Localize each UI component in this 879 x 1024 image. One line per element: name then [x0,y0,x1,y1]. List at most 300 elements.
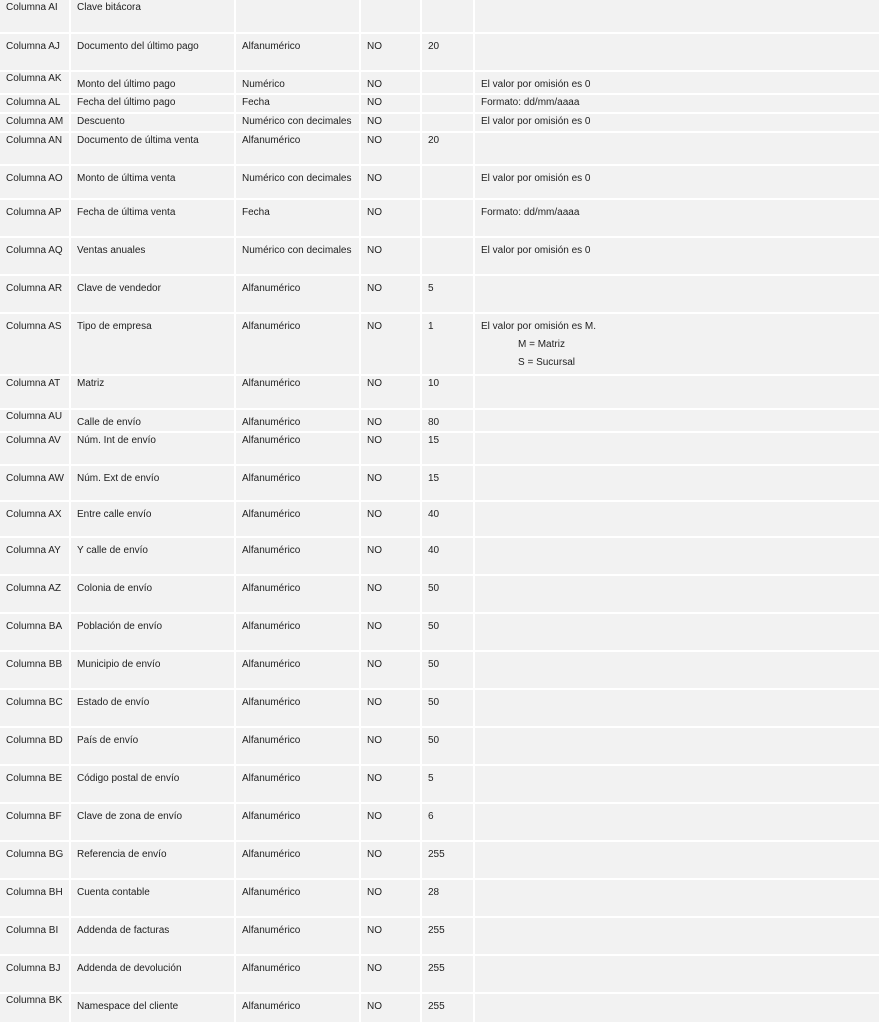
column-id-text: Columna BI [6,925,59,936]
column-id-text: Columna AM [6,116,64,127]
field-name-cell [71,652,236,690]
field-name-text: Colonia de envío [77,583,153,594]
required-cell [361,728,422,766]
notes-cell [475,72,879,95]
length-cell [422,652,475,690]
field-name-text: Fecha de última venta [77,207,176,218]
length-cell [422,502,475,538]
note-line: El valor por omisión es 0 [481,79,591,90]
data-type-cell [236,502,361,538]
required-text: NO [367,545,382,556]
required-cell [361,166,422,200]
required-text: NO [367,116,382,127]
length-cell [422,200,475,238]
required-text: NO [367,735,382,746]
column-id-text: Columna AK [6,73,62,84]
column-id-cell [0,433,71,466]
field-name-text: Matriz [77,378,105,389]
table-row [0,766,879,804]
required-cell [361,956,422,994]
data-type-text: Fecha [242,97,270,108]
data-type-cell [236,842,361,880]
notes-cell [475,502,879,538]
length-text: 255 [428,849,445,860]
required-cell [361,238,422,276]
table-row [0,376,879,410]
required-text: NO [367,79,382,90]
column-id-text: Columna BH [6,887,63,898]
field-name-text: Núm. Ext de envío [77,473,160,484]
notes-cell [475,538,879,576]
required-text: NO [367,887,382,898]
data-type-text: Alfanumérico [242,963,301,974]
column-id-cell [0,538,71,576]
field-name-text: País de envío [77,735,139,746]
length-text: 40 [428,545,440,556]
notes-cell [475,410,879,433]
length-cell [422,376,475,410]
length-text: 20 [428,135,440,146]
column-id-text: Columna BB [6,659,63,670]
data-type-text: Alfanumérico [242,621,301,632]
table-row [0,728,879,766]
data-type-text: Alfanumérico [242,378,301,389]
required-cell [361,95,422,114]
required-cell [361,410,422,433]
data-type-cell [236,994,361,1024]
table-row [0,34,879,72]
table-row [0,994,879,1024]
table-row [0,114,879,133]
required-cell [361,314,422,376]
required-text: NO [367,925,382,936]
field-name-cell [71,133,236,166]
data-type-cell [236,804,361,842]
data-type-text: Alfanumérico [242,583,301,594]
notes-cell [475,956,879,994]
column-id-cell [0,72,71,95]
field-name-text: Documento de última venta [77,135,199,146]
table-row [0,466,879,502]
notes-cell [475,166,879,200]
length-text: 50 [428,659,440,670]
field-name-text: Clave bitácora [77,2,141,13]
column-id-text: Columna BK [6,995,63,1006]
table-row [0,690,879,728]
length-cell [422,918,475,956]
required-text: NO [367,207,382,218]
notes-cell [475,880,879,918]
length-text: 6 [428,811,434,822]
required-cell [361,576,422,614]
note-line: Formato: dd/mm/aaaa [481,207,580,218]
required-text: NO [367,173,382,184]
notes-cell [475,276,879,314]
notes-cell [475,114,879,133]
data-type-text: Alfanumérico [242,135,301,146]
column-id-cell [0,0,71,34]
table-row [0,880,879,918]
table-row [0,95,879,114]
data-type-cell [236,466,361,502]
table-row [0,276,879,314]
length-cell [422,314,475,376]
notes-cell [475,614,879,652]
field-name-cell [71,728,236,766]
field-name-cell [71,114,236,133]
length-cell [422,133,475,166]
table-row [0,538,879,576]
table-row [0,410,879,433]
length-text: 255 [428,963,445,974]
required-text: NO [367,849,382,860]
data-type-text: Alfanumérico [242,435,301,446]
data-type-text: Alfanumérico [242,321,301,332]
column-id-cell [0,95,71,114]
column-id-cell [0,376,71,410]
length-text: 50 [428,583,440,594]
required-text: NO [367,583,382,594]
notes-cell [475,0,879,34]
table-row [0,956,879,994]
column-id-cell [0,466,71,502]
table-row [0,842,879,880]
field-name-cell [71,34,236,72]
field-name-cell [71,276,236,314]
required-cell [361,133,422,166]
required-cell [361,433,422,466]
column-id-text: Columna BF [6,811,62,822]
notes-cell [475,466,879,502]
length-text: 255 [428,1001,445,1012]
field-name-cell [71,410,236,433]
data-type-cell [236,880,361,918]
field-name-text: Clave de zona de envío [77,811,183,822]
field-name-text: Tipo de empresa [77,321,152,332]
field-name-cell [71,166,236,200]
length-text: 255 [428,925,445,936]
column-id-cell [0,276,71,314]
data-type-cell [236,918,361,956]
length-text: 15 [428,435,440,446]
field-name-cell [71,238,236,276]
length-text: 15 [428,473,440,484]
column-id-cell [0,918,71,956]
length-cell [422,880,475,918]
length-cell [422,276,475,314]
data-type-text: Alfanumérico [242,887,301,898]
field-name-text: Estado de envío [77,697,150,708]
table-row [0,72,879,95]
length-text: 5 [428,773,434,784]
length-cell [422,766,475,804]
table-row [0,804,879,842]
data-type-cell [236,614,361,652]
length-cell [422,34,475,72]
table-row [0,238,879,276]
column-id-cell [0,804,71,842]
column-id-cell [0,314,71,376]
required-cell [361,276,422,314]
field-name-text: Documento del último pago [77,41,199,52]
field-name-text: Calle de envío [77,417,141,428]
length-cell [422,166,475,200]
table-row [0,0,879,34]
column-id-text: Columna BA [6,621,63,632]
field-name-cell [71,433,236,466]
column-id-cell [0,690,71,728]
required-cell [361,766,422,804]
length-text: 50 [428,621,440,632]
data-type-text: Alfanumérico [242,545,301,556]
data-type-text: Numérico con decimales [242,116,352,127]
length-cell [422,0,475,34]
column-id-text: Columna AV [6,435,61,446]
column-id-cell [0,200,71,238]
column-id-text: Columna AX [6,509,62,520]
length-text: 50 [428,697,440,708]
field-name-cell [71,376,236,410]
column-id-text: Columna AI [6,2,58,13]
required-cell [361,918,422,956]
data-type-text: Alfanumérico [242,473,301,484]
notes-cell [475,133,879,166]
column-id-text: Columna AN [6,135,63,146]
field-name-cell [71,842,236,880]
table-row [0,918,879,956]
note-line: El valor por omisión es 0 [481,245,591,256]
data-type-cell [236,376,361,410]
field-name-text: Cuenta contable [77,887,150,898]
field-name-text: Referencia de envío [77,849,167,860]
column-id-text: Columna AT [6,378,61,389]
length-cell [422,238,475,276]
field-name-cell [71,956,236,994]
data-type-cell [236,34,361,72]
column-id-text: Columna AR [6,283,63,294]
required-cell [361,880,422,918]
column-id-cell [0,34,71,72]
column-id-text: Columna AU [6,411,63,422]
field-name-text: Población de envío [77,621,163,632]
required-text: NO [367,135,382,146]
column-id-cell [0,238,71,276]
field-name-text: Monto de última venta [77,173,176,184]
field-name-text: Descuento [77,116,125,127]
required-text: NO [367,417,382,428]
field-name-cell [71,502,236,538]
data-type-cell [236,576,361,614]
field-name-text: Fecha del último pago [77,97,176,108]
notes-cell [475,200,879,238]
data-type-text: Numérico con decimales [242,173,352,184]
required-text: NO [367,963,382,974]
field-name-cell [71,95,236,114]
field-name-text: Entre calle envío [77,509,152,520]
column-id-cell [0,652,71,690]
length-cell [422,410,475,433]
required-cell [361,114,422,133]
note-line: El valor por omisión es 0 [481,116,591,127]
table-row [0,133,879,166]
column-id-text: Columna AQ [6,245,63,256]
required-text: NO [367,659,382,670]
data-type-cell [236,690,361,728]
length-text: 5 [428,283,434,294]
required-cell [361,842,422,880]
field-name-cell [71,614,236,652]
length-cell [422,95,475,114]
column-id-text: Columna AY [6,545,61,556]
table-row [0,166,879,200]
length-cell [422,538,475,576]
required-cell [361,502,422,538]
required-text: NO [367,378,382,389]
data-type-cell [236,276,361,314]
required-cell [361,994,422,1024]
data-type-cell [236,314,361,376]
data-type-text: Alfanumérico [242,735,301,746]
field-name-cell [71,690,236,728]
notes-cell [475,918,879,956]
data-type-cell [236,766,361,804]
required-cell [361,690,422,728]
notes-cell [475,433,879,466]
column-id-text: Columna BD [6,735,63,746]
length-cell [422,614,475,652]
required-text: NO [367,621,382,632]
field-name-cell [71,72,236,95]
data-type-text: Alfanumérico [242,849,301,860]
note-line: El valor por omisión es 0 [481,173,591,184]
length-cell [422,842,475,880]
data-type-cell [236,956,361,994]
length-cell [422,72,475,95]
data-type-text: Alfanumérico [242,41,301,52]
table-row [0,614,879,652]
column-id-cell [0,133,71,166]
data-type-text: Alfanumérico [242,659,301,670]
column-id-text: Columna AL [6,97,61,108]
table-row [0,652,879,690]
column-id-text: Columna AO [6,173,63,184]
required-cell [361,376,422,410]
column-id-text: Columna BC [6,697,63,708]
length-cell [422,433,475,466]
field-name-cell [71,804,236,842]
data-type-cell [236,433,361,466]
column-id-cell [0,956,71,994]
notes-cell [475,766,879,804]
required-cell [361,652,422,690]
length-cell [422,956,475,994]
notes-cell [475,728,879,766]
required-text: NO [367,41,382,52]
field-name-text: Código postal de envío [77,773,180,784]
column-id-cell [0,994,71,1024]
data-type-text: Alfanumérico [242,773,301,784]
data-type-cell [236,166,361,200]
field-name-cell [71,200,236,238]
note-line: El valor por omisión es M. [481,321,597,332]
data-type-text: Alfanumérico [242,417,301,428]
column-id-cell [0,166,71,200]
length-cell [422,994,475,1024]
length-text: 20 [428,41,440,52]
required-text: NO [367,321,382,332]
field-name-text: Y calle de envío [77,545,148,556]
column-id-cell [0,766,71,804]
field-name-cell [71,766,236,804]
note-line: M = Matriz [518,339,565,350]
required-text: NO [367,245,382,256]
required-cell [361,614,422,652]
data-type-cell [236,652,361,690]
required-cell [361,0,422,34]
required-text: NO [367,509,382,520]
length-text: 50 [428,735,440,746]
length-cell [422,690,475,728]
note-line: S = Sucursal [518,357,575,368]
notes-cell [475,994,879,1024]
data-type-text: Numérico con decimales [242,245,352,256]
field-name-cell [71,0,236,34]
field-name-text: Núm. Int de envío [77,435,156,446]
field-name-text: Addenda de facturas [77,925,170,936]
column-id-text: Columna BJ [6,963,61,974]
required-text: NO [367,473,382,484]
field-name-cell [71,466,236,502]
data-type-text: Fecha [242,207,270,218]
data-type-cell [236,410,361,433]
length-cell [422,576,475,614]
notes-cell [475,842,879,880]
column-id-cell [0,114,71,133]
table-row [0,576,879,614]
length-text: 28 [428,887,440,898]
table-row [0,502,879,538]
data-type-cell [236,200,361,238]
length-cell [422,804,475,842]
required-cell [361,466,422,502]
required-cell [361,72,422,95]
column-id-text: Columna AS [6,321,62,332]
data-type-cell [236,538,361,576]
field-name-text: Ventas anuales [77,245,146,256]
field-name-text: Clave de vendedor [77,283,161,294]
column-id-text: Columna AW [6,473,64,484]
column-id-cell [0,880,71,918]
data-type-cell [236,72,361,95]
required-text: NO [367,697,382,708]
notes-cell [475,804,879,842]
table-row [0,200,879,238]
data-type-cell [236,238,361,276]
column-id-cell [0,410,71,433]
notes-cell [475,652,879,690]
data-type-text: Alfanumérico [242,1001,301,1012]
length-cell [422,114,475,133]
data-type-cell [236,728,361,766]
data-type-cell [236,114,361,133]
field-name-cell [71,994,236,1024]
field-name-text: Municipio de envío [77,659,161,670]
required-text: NO [367,435,382,446]
field-name-cell [71,918,236,956]
column-id-cell [0,842,71,880]
notes-cell [475,238,879,276]
required-cell [361,200,422,238]
